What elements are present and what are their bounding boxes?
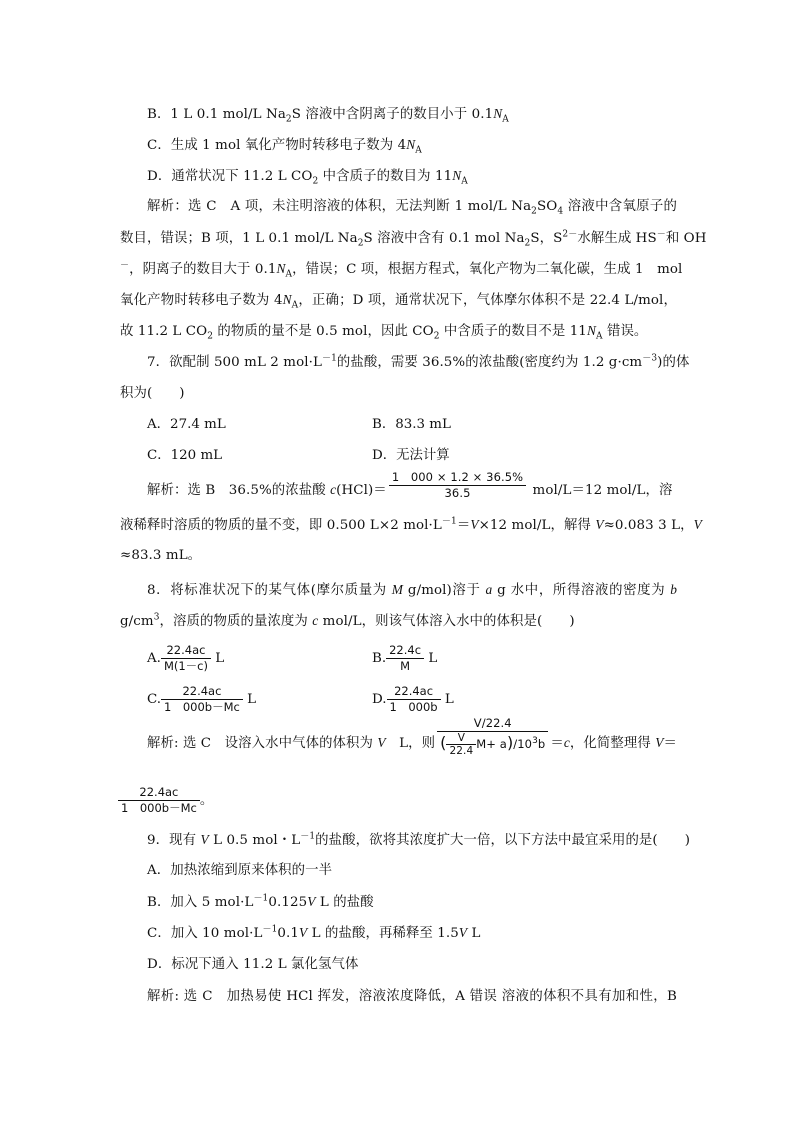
q8-stem-line-1: 8．将标准状况下的某气体(摩尔质量为 M g/mol)溶于 a g 水中，所得溶液的密度为 b: [147, 582, 677, 598]
q7-stem-line-1: 7．欲配制 500 mL 2 $mol\cdot L^{-1}$的盐酸，需要 36.5%的浓盐酸(密度约为 1.2 $g\cdot cm^{-3}$)的体: [147, 353, 690, 370]
q7-option-b: B．83.3 mL: [372, 417, 451, 432]
q8-stem-line-2: $g/cm^3$，溶质的物质的量浓度为 c mol/L，则该气体溶入水中的体积是( ): [120, 612, 575, 629]
q6-explanation-line-1: 解析：选 C A 项，未注明溶液的体积，无法判断 1 mol/L $Na_2SO_4$ 溶液中含氧原子的: [147, 199, 678, 217]
q7-explanation-line-2: 液稀释时溶质的物质的量不变，即 0.500 L×2 $mol\cdot L^{-1}=V\times 12$ mol/L，解得 V≈0.083 3 L，V: [120, 516, 702, 533]
q9-option-a: A．加热浓缩到原来体积的一半: [147, 863, 333, 878]
q8-big-fraction: V/22.4 ( $\frac{V}{22.4}$ $M+ a)/10^3b$: [437, 716, 548, 757]
q7-stem-line-2: 积为( ): [120, 386, 185, 401]
q7-explanation-line-3: ≈83.3 mL。: [120, 548, 202, 563]
q8-option-c: C. $\frac{22.4ac}{1 000b-Mc}$ L: [147, 684, 257, 714]
q9-stem: 9．现有 V L 0.5 mol・$L^{-1}$的盐酸，欲将其浓度扩大一倍，以下方法中最宜采用的是( ): [147, 831, 691, 848]
q6-option-c: C．生成 1 mol 氧化产物时转移电子数为 $4N_A$: [147, 137, 422, 156]
q7-option-a: A．27.4 mL: [147, 417, 226, 432]
q6-explanation-line-3: －，阴离子的数目大于 $0.1N_A$，错误；C 项，根据方程式，氧化产物为二氧化碳，生成 1 mol: [120, 260, 683, 280]
q8-option-d: D. $\frac{22.4ac}{1 000b}$ L: [372, 684, 454, 714]
q9-option-b: B．加入 5 $mol\cdot L^{-1}0.125V$ L 的盐酸: [147, 893, 374, 910]
q6-explanation-line-5: 故 11.2 L $CO_2$ 的物质的量不是 0.5 mol，因此 $CO_2$ 中含质子的数目不是 $11N_A$ 错误。: [120, 323, 648, 342]
q7-fraction: $\frac{1 000 \times 1.2 \times 36.5\%}{36.5}$: [389, 470, 526, 501]
q6-option-b: B．1 L 0.1 mol/L $Na_2S$ 溶液中含阴离子的数目小于 $0.1N_A$: [147, 106, 509, 125]
q9-option-d: D．标况下通入 11.2 L 氯化氢气体: [147, 957, 359, 972]
q8-option-b: B. $\frac{22.4c}{M}$ L: [372, 643, 438, 673]
q9-explanation: 解析: 选 C 加热易使 HCl 挥发，溶液浓度降低，A 错误 溶液的体积不具有加和性，B: [147, 989, 677, 1004]
q9-option-c: C．加入 10 $mol\cdot L^{-1}0.1V$ L 的盐酸，再稀释至 1.5V L: [147, 924, 481, 941]
q7-option-d: D．无法计算: [372, 448, 450, 463]
q6-explanation-line-2: 数目，错误；B 项，1 L 0.1 mol/L $Na_2S$ 溶液中含有 0.1 mol $Na_2S$，$S^{2-}$水解生成 HS－和 OH: [120, 229, 707, 249]
q8-explanation-result: $\frac{22.4ac}{1 000b-Mc}$ 。: [118, 785, 213, 816]
q8-option-a: A. $\frac{22.4ac}{M(1-c)}$ L: [147, 643, 225, 673]
q6-explanation-line-4: 氧化产物时转移电子数为 $4N_A$，正确；D 项，通常状况下，气体摩尔体积不是 22.4 L/mol，: [120, 292, 677, 311]
q6-option-d: D．通常状况下 11.2 L $CO_2$ 中含质子的数目为 $11N_A$: [147, 168, 468, 187]
q8-explanation-line-1: 解析: 选 C 设溶入水中气体的体积为 V L，则 V/22.4 ( $\frac{V}{22.4}$ $M+ a)/10^3b$ ＝c，化简整理得 V＝: [147, 716, 677, 757]
q7-option-c: C．120 mL: [147, 448, 223, 463]
q7-explanation-line-1: 解析：选 B 36.5%的浓盐酸 c(HCl)＝ $\frac{1 000 \times 1.2 \times 36.5\%}{36.5}$ mol/L＝12 mol/L，溶: [147, 470, 673, 500]
